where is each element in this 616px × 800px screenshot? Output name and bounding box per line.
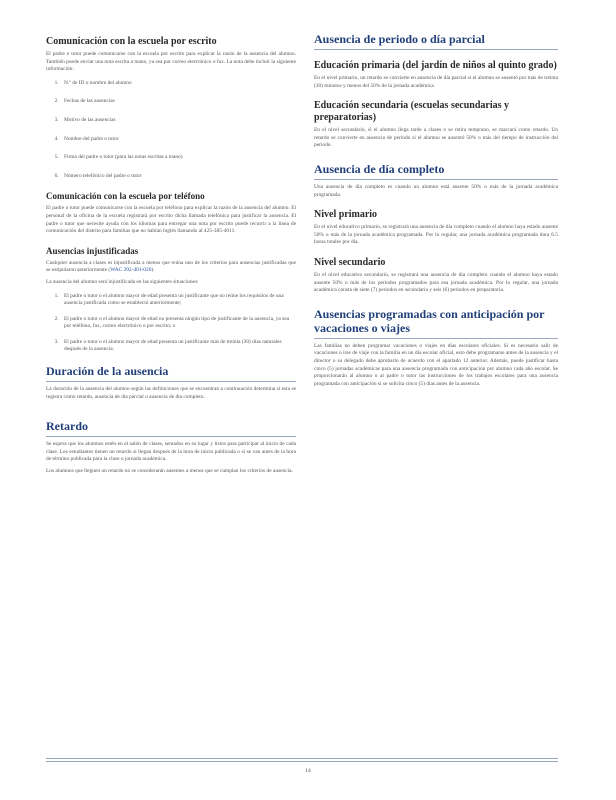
unexcused-intro-text: Cualquier ausencia a clases es injustificada a menos que reúna uno de los criterios para ausencias justificadas que se estipularon anteriormente ( xyxy=(46,259,296,274)
list-item: 1. N.º de ID o nombre del alumno xyxy=(60,80,296,88)
list-item: 2. Fechas de las ausencias xyxy=(60,98,296,106)
written-note-requirements-list xyxy=(46,80,296,181)
heading-partial-day-absence: Ausencia de periodo o día parcial xyxy=(314,32,558,50)
list-item: 3. El padre o tutor o el alumno mayor de edad presenta un justificante más de treinta (30) días naturales después de la ausencia. xyxy=(60,339,296,354)
primary-education-text: En el nivel primario, un retardo se convierte en ausencia de día parcial si el alumno se ausentó por más de treinta (30) minutos y menos del 50% de la jornada académica. xyxy=(314,75,558,89)
tardy-text-2: Los alumnos que lleguen un retardo no se considerarán ausentes a menos que se cumplan los criterios de ausencia. xyxy=(46,468,293,475)
list-item: 5. Firma del padre o tutor (para las notas escritas a mano) xyxy=(60,154,296,162)
list-item: 4. Nombre del padre o tutor xyxy=(60,136,296,144)
list-item: 2. El padre o tutor o el alumno mayor de edad no presenta ningún tipo de justificante de la ausencia, ya sea por teléfono, fax, correo electrónico o por escrito; o xyxy=(60,316,296,331)
page-number: 14 xyxy=(305,768,311,774)
footer-rule xyxy=(46,758,558,759)
phone-communication-text: El padre o tutor puede comunicarse con la escuela por teléfono para explicar la razón de la ausencia del alumno. El personal de la oficina de la escuela registrará por escrito dicha llamada telefónica para justificar la ausencia. El padre o tutor que necesite ayuda con los idiomas para entregar una nota por escrito puede recurrir a la línea de comunicación del distrito para familias que no hablan inglés llamando al 425-385-4011. xyxy=(46,205,296,235)
absence-duration-text: La duración de la ausencia del alumno según las definiciones que se encuentran a continuación determina si esta se registra como retardo, ausencia de día parcial o ausencia de día completo. xyxy=(46,386,296,400)
primary-level-text: En el nivel educativo primario, se registrará una ausencia de día completo cuando el alumno haya estado ausente 50% o más de la jornada académica programada. Por lo regular, una jornada académica programada dura 6.5 horas totales por día. xyxy=(314,224,558,246)
right-column xyxy=(314,32,558,392)
secondary-level-text: En el nivel educativo secundario, se registrará una ausencia de día completo cuando el alumno haya estado ausente 50% o más de los periodos programados para esa jornada académica. Por lo regular, una jornada académica consta de siete (7) periodos en secundaria y seis (6) periodos en preparatoria. xyxy=(314,271,558,294)
heading-full-day-absence: Ausencia de día completo xyxy=(314,162,558,180)
heading-absence-duration: Duración de la ausencia xyxy=(46,364,296,382)
footer-rule-2 xyxy=(46,761,558,762)
list-item: 3. Motivo de las ausencias xyxy=(60,117,296,125)
list-item: 1. El padre o tutor o el alumno mayor de edad presenta un justificante que no reúne los requisitos de una ausencia justificada como se estableció anteriormente; xyxy=(60,293,296,308)
planned-absences-text: Las familias no deben programar vacaciones o viajes en días escolares oficiales. Si es necesario salir de vacaciones o irse de viaje con la familia en un día escolar oficial, esto debe programarse antes de la ausencia y el director o su delegado debe aprobarlo de acuerdo con el apartado 12 anterior. Además, puede justificar hasta cinco (5) jornadas académicas para una ausencia programada con anticipación por alumno cada año escolar. Se proporcionarán al alumno o al padre o tutor las instrucciones de los trabajos escolares para una ausencia programada con anticipación si se solicita cinco (5) días antes de la ausencia. xyxy=(314,342,558,387)
wac-link[interactable]: WAC 392-401-020 xyxy=(110,267,152,274)
heading-secondary-education: Educación secundaria (escuelas secundarias y preparatorias) xyxy=(314,100,510,124)
heading-planned-absences: Ausencias programadas con anticipación por vacaciones o viajes xyxy=(314,307,558,339)
heading-unexcused-absences: Ausencias injustificadas xyxy=(46,245,139,256)
unexcused-situations-list xyxy=(46,293,296,355)
left-column xyxy=(46,32,296,480)
heading-phone-communication: Comunicación con la escuela por teléfono xyxy=(46,191,205,202)
heading-tardy: Retardo xyxy=(46,419,296,437)
heading-primary-education: Educación primaria (del jardín de niños al quinto grado) xyxy=(314,60,557,71)
list-item: 6. Número telefónico del padre o tutor xyxy=(60,173,296,181)
heading-written-communication: Comunicación con la escuela por escrito xyxy=(46,36,217,47)
tardy-text: Se espera que los alumnos estén en el salón de clases, sentados en su lugar y listos para participar al inicio de cada clase. Los estudiantes tienen un retardo si llegan después de la hora de inicio publicada o si se van antes de la hora de término publicada para la clase o jornada académica. xyxy=(46,441,296,463)
unexcused-intro-end: ). xyxy=(151,267,155,274)
heading-primary-level: Nivel primario xyxy=(314,209,378,221)
written-communication-intro: El padre o tutor puede comunicarse con la escuela por escrito para explicar la razón de la ausencia del alumno. También puede enviar una nota escrita a mano, ya sea por correo electrónico o fax. La nota debe incluir la siguiente información: xyxy=(46,51,296,73)
unexcused-situations-text: La ausencia del alumno será injustificada en las siguientes situaciones: xyxy=(46,278,199,285)
unexcused-intro xyxy=(46,260,296,275)
full-day-absence-text: Una ausencia de día completo es cuando un alumno está ausente 50% o más de la jornada académica programada. xyxy=(314,183,558,198)
heading-secondary-level: Nivel secundario xyxy=(314,256,386,268)
secondary-education-text: En el nivel secundario, si el alumno llega tarde a clases o se retira temprano, se marcará como retardo. Un retardo se convierte en ausencia de periodo si el alumno se ausentó 50% o más del tiempo de instrucción del periodo. xyxy=(314,127,558,149)
